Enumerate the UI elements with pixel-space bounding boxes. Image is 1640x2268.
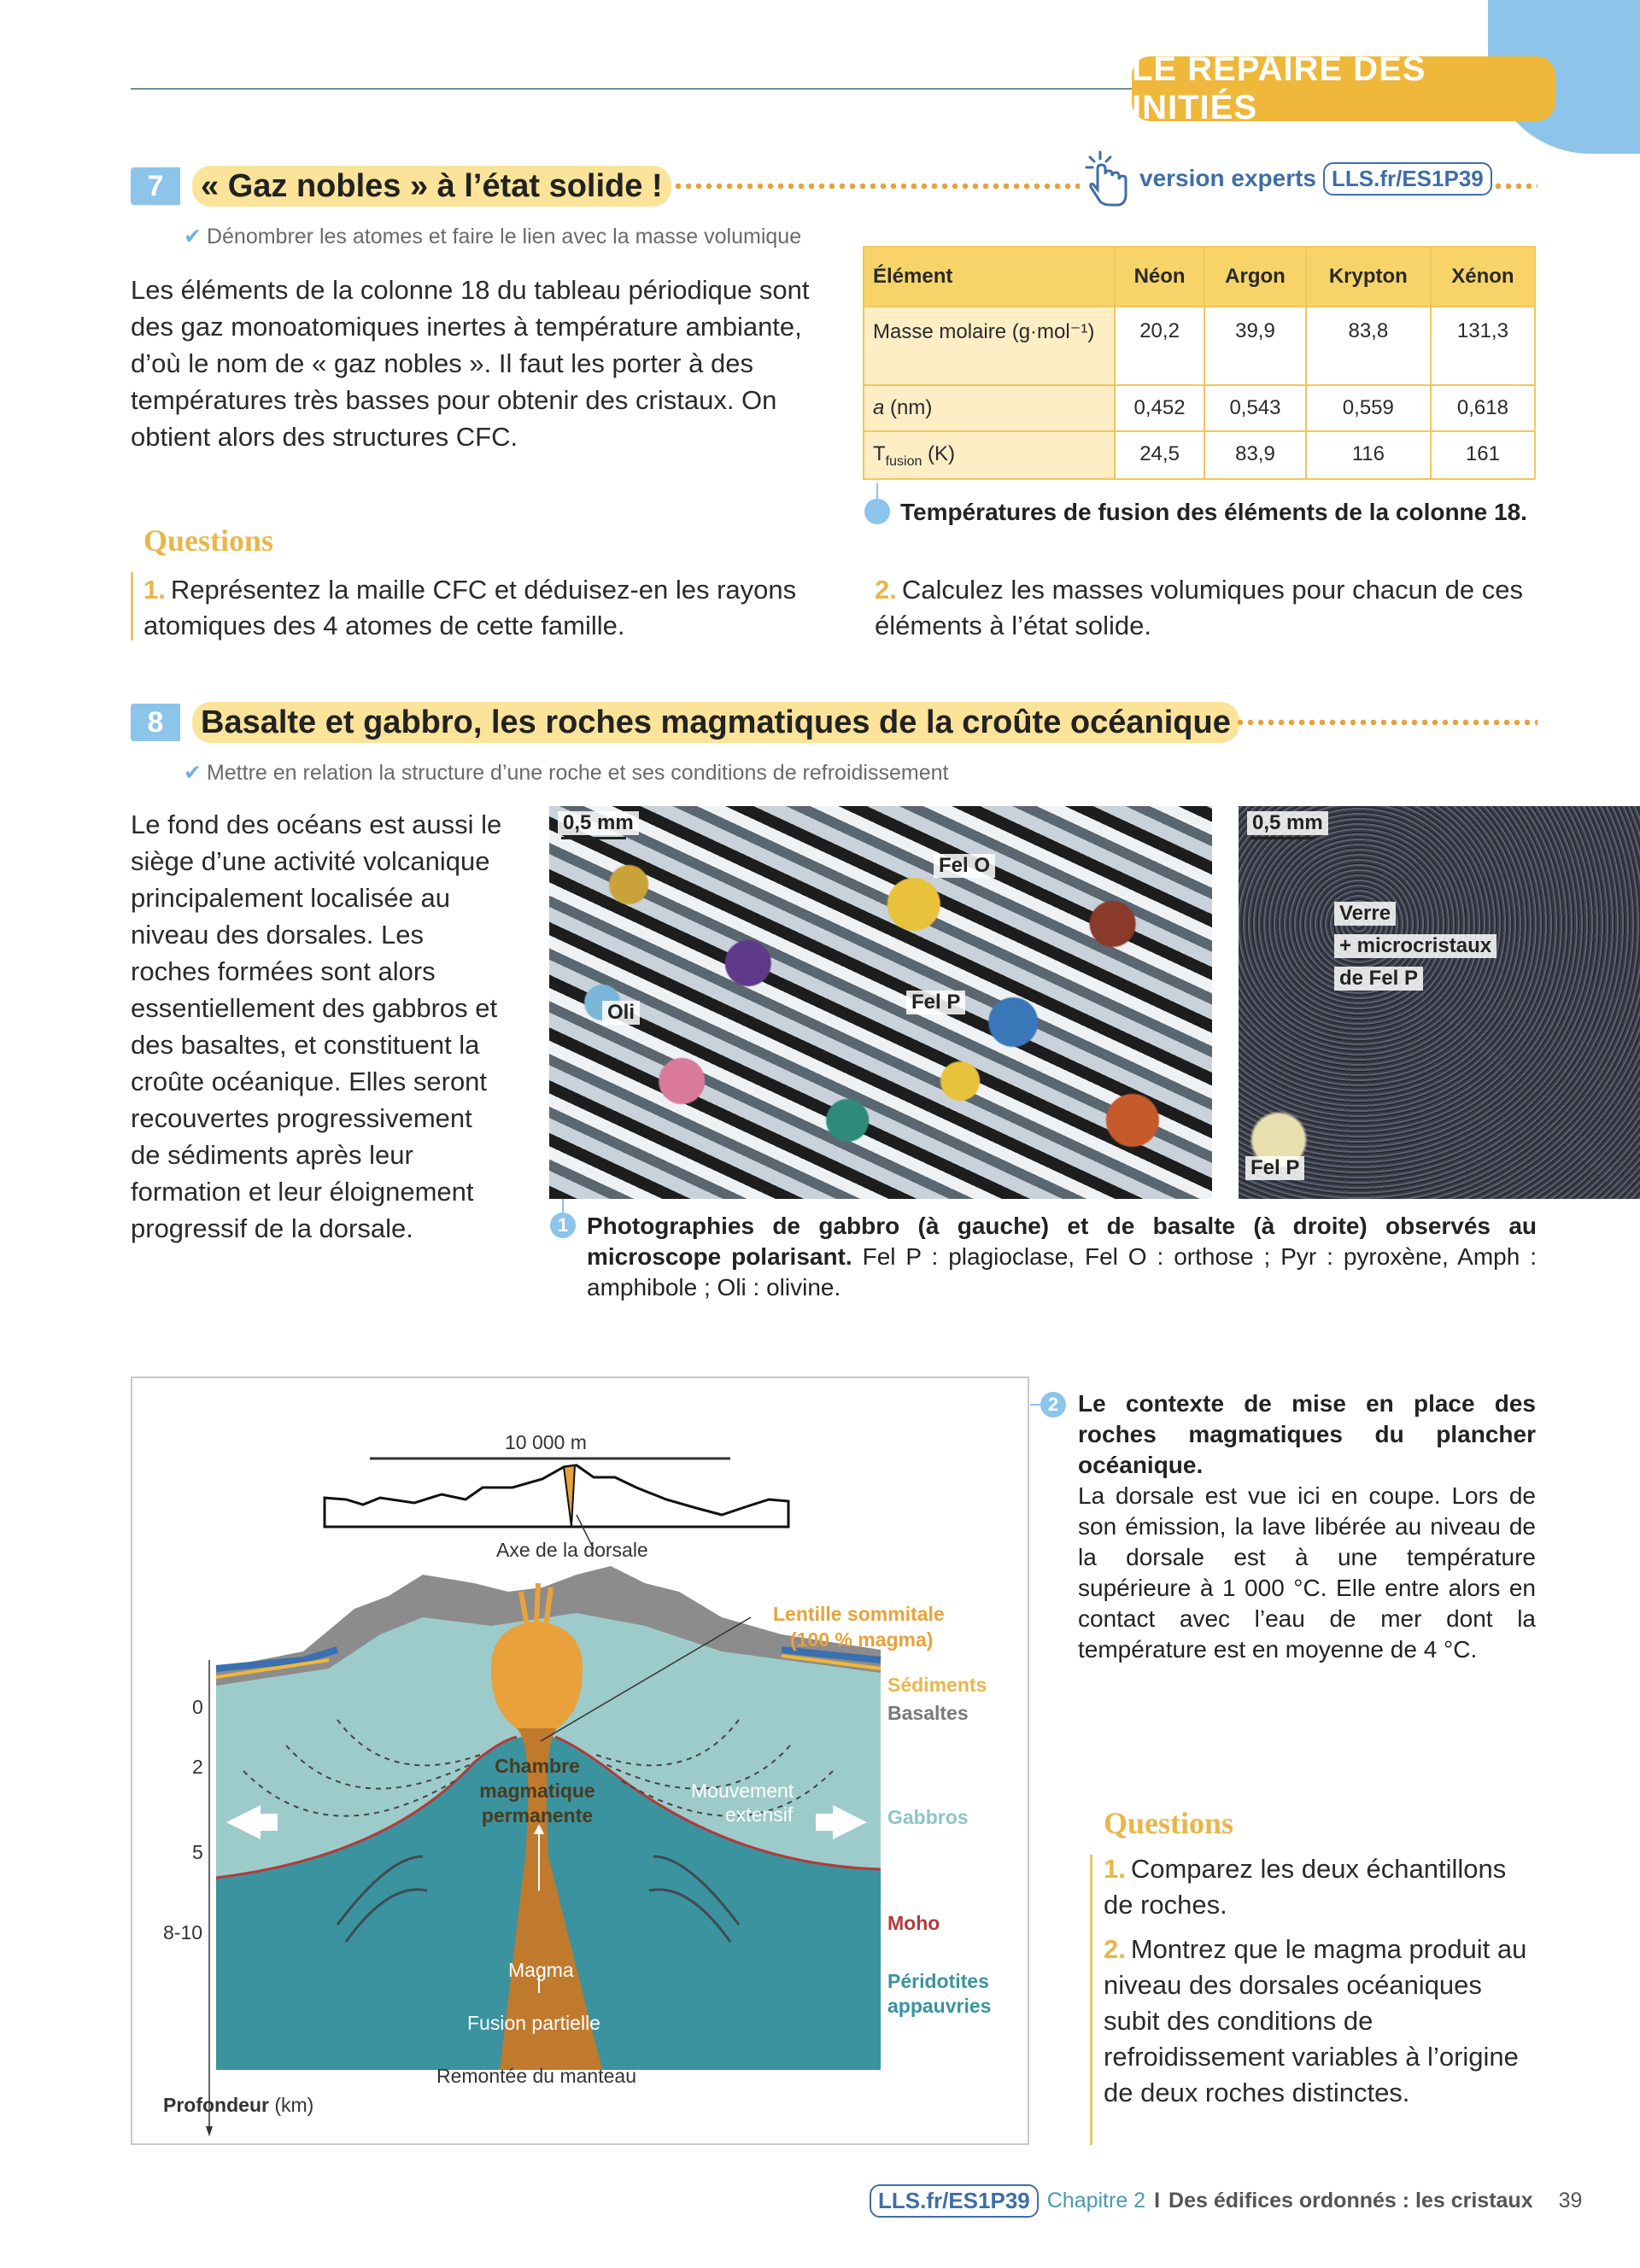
exercise-number-7: 7 [131,167,180,205]
table-header: Néon [1115,247,1204,307]
axis-label: Axe de la dorsale [496,1539,648,1561]
table-cell: 0,543 [1204,385,1306,431]
exercise-number-8: 8 [131,704,180,741]
table-row [864,431,1535,479]
table-cell: 20,2 [1115,307,1204,385]
label-peridotites-2: appauvries [887,1995,992,2017]
caption-rest: La dorsale est vue ici en coupe. Lors de son émission, la lave libérée au niveau de la dorsale est à une température supérieure à 1 000 °C. Elle entre alors en contact avec l’eau de mer dont la température est en moyenne de 4 °C. [1078,1482,1536,1663]
row-label [864,431,1115,479]
footer-chapter-title: Des édifices ordonnés : les cristaux [1168,2189,1533,2212]
label-chambre-1: Chambre [495,1755,580,1777]
questions-bar [1090,1855,1092,2145]
table-header: Xénon [1431,247,1535,307]
row-label-unit: (nm) [884,396,933,419]
table-cell: 0,618 [1431,385,1535,431]
depth-tick: 2 [192,1756,203,1778]
depth-tick: 0 [192,1696,203,1718]
mid-ocean-ridge-diagram [131,1377,1029,2145]
title-dotted-leader-end [1493,183,1538,190]
depth-tick: 8-10 [163,1921,203,1944]
page-footer [870,2184,1582,2218]
label-gabbros: Gabbros [887,1806,969,1828]
table-cell: 0,559 [1306,385,1431,431]
row-label: Masse molaire (g·mol⁻¹) [864,307,1115,385]
doc2-caption [1078,1388,1536,1665]
label-lentille-2: (100 % magma) [790,1628,934,1651]
question-text: Montrez que le magma produit au niveau des dorsales océaniques subit des conditions de refroidissement variables à l’origine de deux roches distinctes. [1104,1934,1527,2107]
caption-bold: Le contexte de mise en place des roches magmatiques du plancher océanique. [1078,1390,1536,1478]
questions-bar [131,572,133,640]
table-cell: 39,9 [1204,307,1306,385]
depth-tick: 5 [192,1841,203,1863]
experts-version-link[interactable] [1083,150,1492,207]
table-cell: 83,9 [1204,431,1306,479]
caption-stem [876,483,878,500]
row-label-sub: fusion [885,453,922,469]
section-badge: LE REPAIRE DES INITIÉS [1132,56,1555,121]
mineral-label-oli: Oli [602,1001,640,1025]
title-dotted-leader [1235,719,1538,726]
table-cell: 131,3 [1431,307,1535,385]
footer-link[interactable]: LLS.fr/ES1P39 [870,2184,1039,2218]
exercise-title-8: Basalte et gabbro, les roches magmatiques de la croûte océanique [192,702,1239,743]
row-label-var: a [873,396,885,419]
label-mouvement-1: Mouvement [691,1780,794,1802]
table-caption: Températures de fusion des éléments de la colonne 18. [900,499,1527,525]
doc1-caption [587,1211,1537,1303]
table-cell: 24,5 [1115,431,1204,479]
table-cell: 0,452 [1115,385,1204,431]
table-cell: 83,8 [1306,307,1431,385]
exercise-7-body: Les éléments de la colonne 18 du tableau périodique sont des gaz monoatomiques inertes à température ambiante, d’où le nom de « gaz nobles ». Il faut les porter à des températures très basses pour obtenir des cristaux. On obtient alors des structures CFC. [131,275,810,452]
experts-label: version experts [1139,165,1316,191]
caption-marker [864,499,890,524]
label-mouvement-2: extensif [725,1803,794,1826]
footer-chapter: Chapitre 2 [1046,2189,1146,2212]
depth-axis-label [163,2094,313,2117]
depth-axis-bold: Profondeur [163,2094,269,2116]
doc-number-1: 1 [550,1213,576,1238]
questions-title-8: Questions [1104,1806,1234,1840]
table-cell: 116 [1306,431,1431,479]
label-moho: Moho [887,1912,940,1934]
question-number: 1. [1104,1854,1126,1884]
doc-number-2: 2 [1040,1392,1066,1418]
table-header: Élément [864,247,1115,307]
caption-rest: Fel P : plagioclase, Fel O : orthose ; Pyr : pyroxène, Amph : amphibole ; Oli : olivine. [587,1243,1537,1301]
title-dotted-leader [673,183,1080,190]
question-text: Calculez les masses volumiques pour chacun de ces éléments à l’état solide. [875,575,1523,640]
scale-label: 0,5 mm [558,811,639,835]
label-basaltes: Basaltes [887,1702,969,1724]
label-remontee: Remontée du manteau [436,2065,636,2087]
table-header: Argon [1204,247,1306,307]
label-magma: Magma [508,1959,574,1981]
table-cell: 161 [1431,431,1535,479]
skill-text: Mettre en relation la structure d’une roche et ses conditions de refroidissement [206,761,949,785]
label-chambre-2: magmatique [479,1780,595,1802]
label-verre: Verre [1334,902,1396,926]
question-text: Représentez la maille CFC et déduisez-en les rayons atomiques des 4 atomes de cette famille. [144,575,797,640]
exercise-8-body: Le fond des océans est aussi le siège d’une activité volcanique principalement localisée au niveau des dorsales. Les roches formées sont alors essentiellement des gabbros et des basaltes, et constituent la croûte océanique. Elles seront recouvertes progressivement de sédiments après leur formation et leur éloignement progressif de la dorsale. [131,810,502,1243]
depth-axis-unit: (km) [268,2094,314,2116]
question-text: Comparez les deux échantillons de roches. [1104,1854,1507,1920]
noble-gas-table [863,246,1536,480]
pointing-hand-icon [1083,150,1133,207]
checkmark-icon: ✔ [184,225,202,248]
footer-separator: I [1154,2189,1161,2212]
question-number: 2. [1104,1934,1126,1964]
skill-text: Dénombrer les atomes et faire le lien avec la masse volumique [206,225,802,248]
experts-link[interactable]: LLS.fr/ES1P39 [1323,162,1492,196]
skill-objective-8 [184,760,948,786]
questions-title-7: Questions [144,523,274,558]
table-header: Krypton [1306,247,1431,307]
question-number: 1. [144,575,166,605]
row-label-unit: (K) [922,442,956,465]
scale-label: 0,5 mm [1247,811,1328,835]
scale-bar [561,837,626,839]
page-number: 39 [1558,2189,1583,2212]
label-microcristaux: + microcristaux [1334,934,1496,958]
question-item-1 [144,572,827,644]
question-item-2 [875,572,1549,644]
scale-bar [1250,837,1315,839]
exercise-title-7: « Gaz nobles » à l’état solide ! [192,166,671,207]
question-number: 2. [875,575,897,605]
table-row [864,385,1535,431]
label-chambre-3: permanente [481,1804,594,1827]
label-de-fel-p: de Fel P [1334,967,1423,991]
table-header-row [864,247,1535,307]
header-rule [131,88,1139,90]
row-label [864,385,1115,431]
caption-bold: Photographies de gabbro (à gauche) et de basalte (à droite) observés au microscope polarisant. [587,1213,1537,1270]
label-peridotites-1: Péridotites [887,1970,989,1992]
label-fusion: Fusion partielle [467,2012,600,2034]
question-item-2 [1104,1932,1531,2111]
skill-objective-7 [184,224,801,249]
scale-label: 10 000 m [505,1431,587,1453]
gabbro-micrograph [549,806,1212,1199]
mineral-label-fel-p: Fel P [1245,1156,1304,1180]
table-row [864,307,1535,385]
label-sediments: Sédiments [887,1674,987,1696]
basalt-micrograph [1239,806,1640,1199]
question-item-1 [1104,1851,1531,1923]
label-lentille-1: Lentille sommitale [773,1603,945,1625]
mineral-label-fel-p: Fel P [906,991,965,1014]
row-label-main: T [873,442,886,465]
checkmark-icon: ✔ [184,761,202,785]
mineral-label-fel-o: Fel O [934,854,995,878]
